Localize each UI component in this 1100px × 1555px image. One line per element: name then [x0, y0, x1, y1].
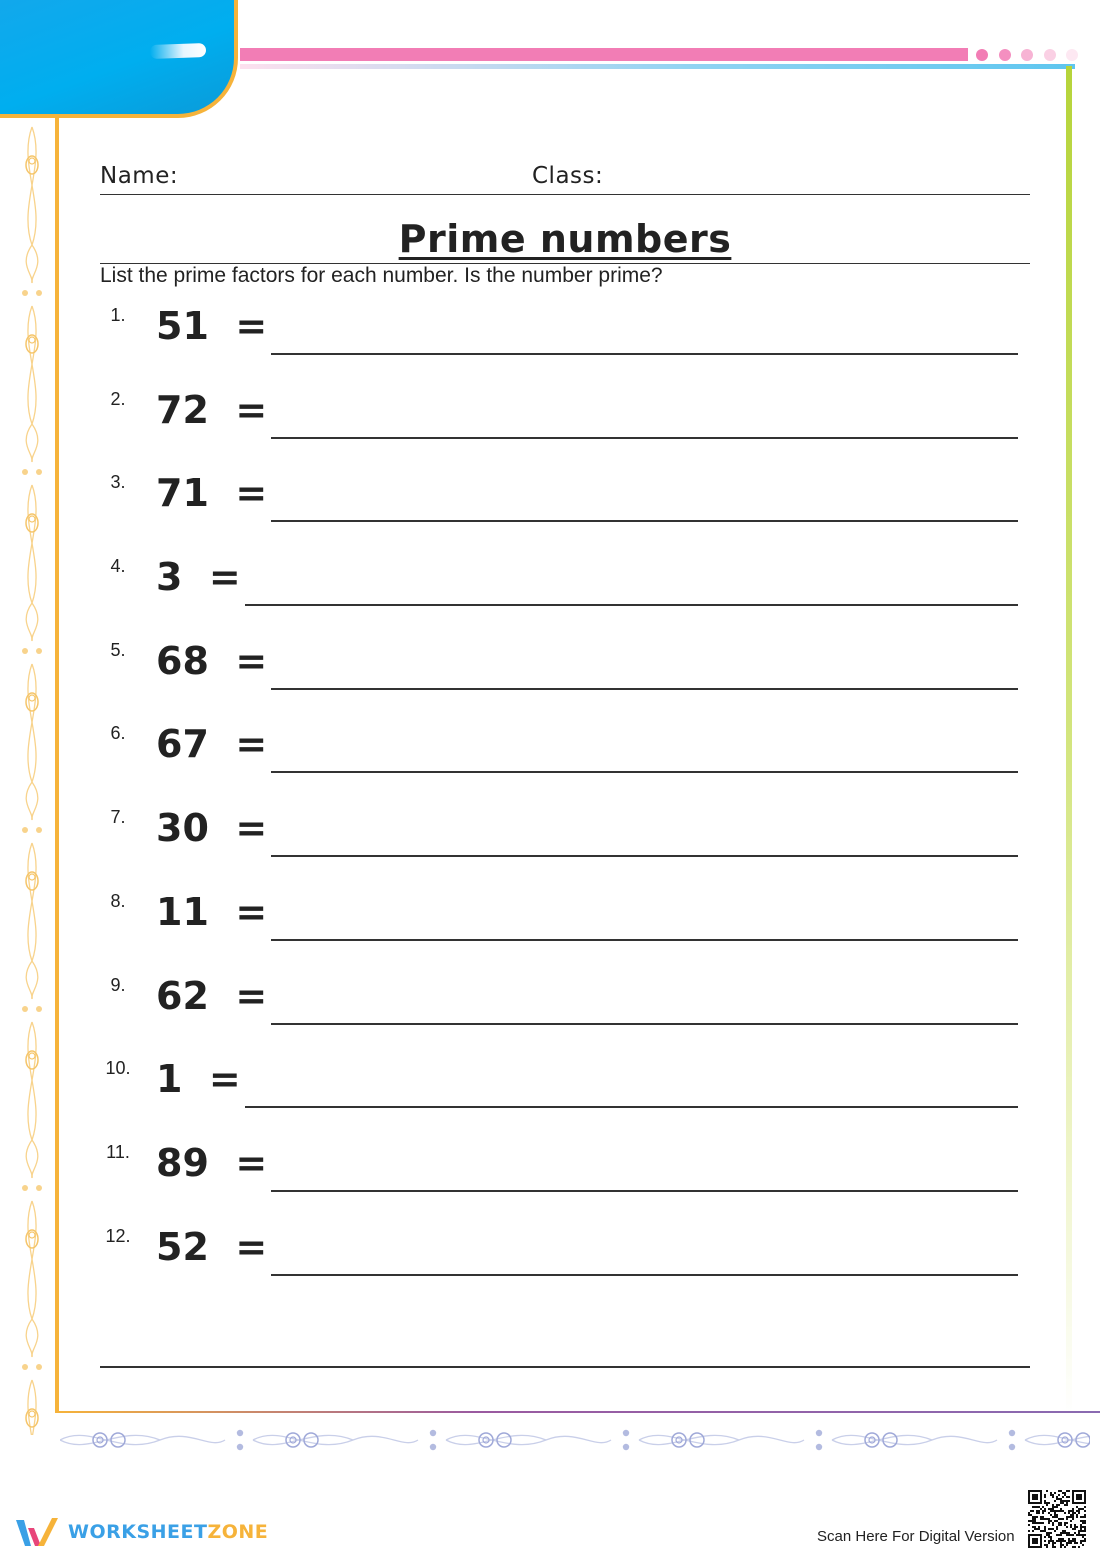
problem-number: 10. [105, 1058, 131, 1079]
right-border [1066, 66, 1072, 1416]
problem-row [100, 1137, 1020, 1221]
problem-number: 2. [110, 388, 126, 409]
problem-number: 11. [106, 1141, 130, 1162]
problem-row [100, 1221, 1020, 1305]
dot-decoration [1066, 49, 1078, 61]
name-class-row [100, 163, 1030, 195]
answer-line[interactable] [245, 604, 1018, 606]
answer-line[interactable] [271, 520, 1018, 522]
scroll-ornament [22, 1201, 42, 1370]
dot-decoration [1044, 49, 1056, 61]
scroll-ornament [1025, 1430, 1090, 1450]
problem-expression: 3 = [156, 555, 241, 600]
scroll-ornament [22, 127, 42, 296]
scroll-ornament [253, 1430, 436, 1450]
problem-row [100, 718, 1020, 802]
scroll-ornament [446, 1430, 629, 1450]
problem-row [100, 300, 1020, 384]
class-label: Class: [532, 163, 604, 189]
scroll-ornament [22, 664, 42, 833]
top-bar-decoration [240, 48, 968, 61]
problem-expression: 67 = [156, 722, 268, 767]
scroll-ornament [832, 1430, 1015, 1450]
scroll-ornament [60, 1430, 243, 1450]
problem-number: 7. [110, 807, 126, 828]
problem-row [100, 384, 1020, 468]
logo-text-worksheet: WORKSHEET [68, 1521, 208, 1543]
answer-line[interactable] [245, 1106, 1018, 1108]
problem-expression: 1 = [156, 1057, 241, 1102]
footer-answer-line [100, 1366, 1030, 1368]
answer-line[interactable] [271, 939, 1018, 941]
problem-row [100, 886, 1020, 970]
problem-expression: 51 = [156, 304, 268, 348]
dot-decoration [999, 49, 1011, 61]
pencil-icon [150, 43, 206, 59]
scroll-ornament [22, 1022, 42, 1191]
logo-text-zone: ZONE [207, 1521, 269, 1543]
bottom-border [57, 1411, 1100, 1413]
problem-expression: 52 = [156, 1224, 268, 1269]
name-label: Name: [100, 163, 179, 189]
problem-row [100, 635, 1020, 719]
problem-number: 3. [110, 472, 126, 493]
scan-text: Scan Here For Digital Version [817, 1528, 1015, 1545]
problem-expression: 89 = [156, 1140, 268, 1185]
problem-row [100, 1053, 1020, 1137]
scroll-ornament [22, 843, 42, 1012]
problem-row [100, 802, 1020, 886]
bottom-ornament-decoration [60, 1420, 1090, 1460]
scroll-ornament [22, 306, 42, 475]
problem-expression: 11 = [156, 889, 268, 934]
problem-expression: 30 = [156, 806, 268, 851]
worksheetzone-w-logo-icon [14, 1514, 60, 1550]
answer-line[interactable] [271, 771, 1018, 773]
top-bar-accent [240, 64, 1075, 69]
page-title: Prime numbers [398, 217, 732, 261]
scroll-ornament [22, 485, 42, 654]
problem-number: 12. [105, 1225, 131, 1246]
answer-line[interactable] [271, 353, 1018, 355]
problem-expression: 71 = [156, 471, 268, 516]
problem-list [100, 300, 1020, 1304]
answer-line[interactable] [271, 688, 1018, 690]
problem-number: 9. [110, 974, 126, 995]
problem-expression: 62 = [156, 973, 268, 1018]
corner-tab-decoration [0, 0, 238, 118]
problem-number: 1. [110, 305, 126, 325]
title-row [100, 214, 1030, 264]
problem-row [100, 467, 1020, 551]
problem-expression: 68 = [156, 638, 268, 683]
problem-expression: 72 = [156, 387, 268, 432]
answer-line[interactable] [271, 1190, 1018, 1192]
answer-line[interactable] [271, 437, 1018, 439]
qr-code-icon[interactable] [1028, 1490, 1086, 1548]
problem-row [100, 970, 1020, 1054]
answer-line[interactable] [271, 1023, 1018, 1025]
problem-number: 8. [110, 890, 126, 911]
worksheetzone-logo[interactable] [14, 1512, 268, 1552]
dot-decoration [976, 49, 988, 61]
problem-row [100, 551, 1020, 635]
left-ornament-decoration [14, 125, 50, 1435]
answer-line[interactable] [271, 1274, 1018, 1276]
instructions: List the prime factors for each number. Is the number prime? [100, 264, 663, 287]
scroll-ornament [639, 1430, 822, 1450]
dot-decoration [1021, 49, 1033, 61]
problem-number: 5. [110, 639, 126, 660]
problem-number: 6. [110, 723, 126, 744]
left-border [55, 118, 59, 1413]
problem-number: 4. [110, 556, 126, 577]
scroll-ornament [22, 1380, 42, 1435]
answer-line[interactable] [271, 855, 1018, 857]
